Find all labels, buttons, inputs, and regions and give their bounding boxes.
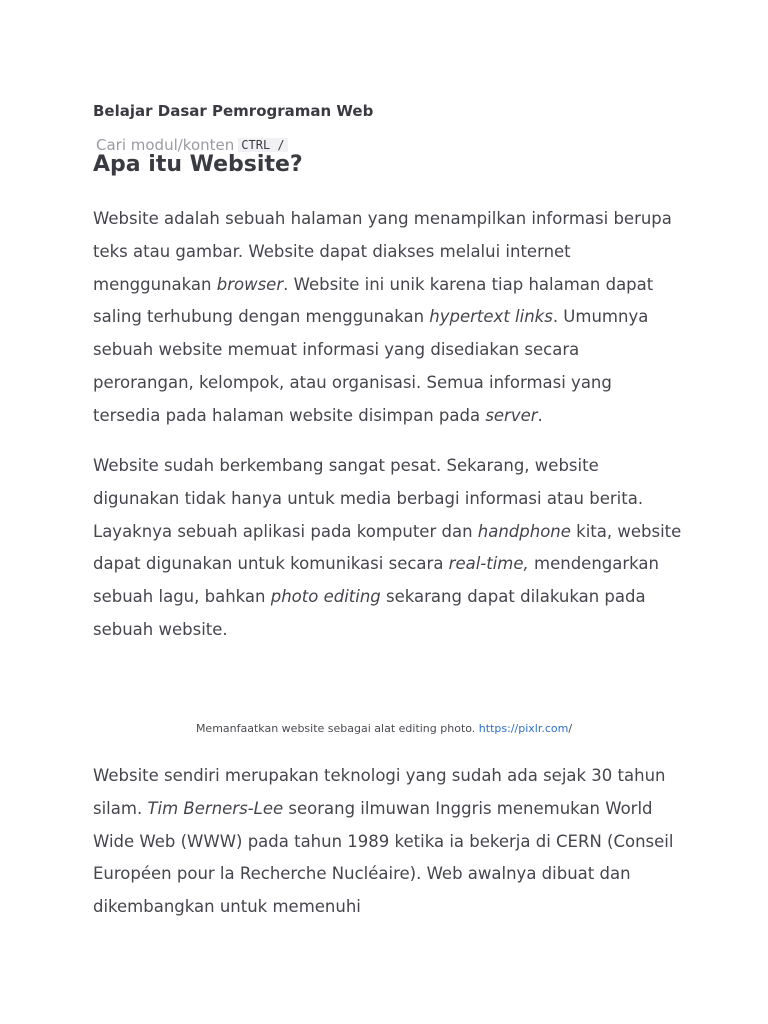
p3-text-a: Website sendiri merupakan teknologi yang sudah ada sejak 30 tahun silam. xyxy=(93,766,666,818)
p2-italic-realtime: real-time, xyxy=(448,554,529,574)
p3-italic-tim-berners-lee: Tim Berners-Lee xyxy=(147,798,284,818)
p1-italic-hypertext: hypertext links xyxy=(429,307,553,327)
course-title[interactable]: Belajar Dasar Pemrograman Web xyxy=(93,102,374,120)
p2-italic-photo-editing: photo editing xyxy=(270,587,381,607)
p1-text-c: . Website ini unik karena tiap halaman dapat saling terhubung dengan menggunakan xyxy=(93,274,654,327)
p1-text-e: . Umumnya sebuah website memuat informasi yang disediakan secara perorangan, kelompok, atau organisasi. Semua informasi yang tersedia pada halaman website disimpan pada xyxy=(93,307,649,425)
p1-italic-server: server xyxy=(485,405,538,425)
paragraph-3 xyxy=(93,760,683,924)
p1-text-a: Website adalah sebuah halaman yang menampilkan informasi berupa teks atau gambar. Website dapat diakses melalui internet menggunakan xyxy=(93,209,672,294)
p1-italic-browser: browser xyxy=(216,274,284,294)
paragraph-1 xyxy=(93,203,683,433)
paragraph-2 xyxy=(93,450,683,647)
caption-text: Memanfaatkan website sebagai alat editing photo. xyxy=(195,722,479,735)
caption-tail: / xyxy=(568,722,573,735)
p2-text-g: sekarang dapat dilakukan pada sebuah website. xyxy=(93,587,646,639)
p2-text-c: kita, website dapat digunakan untuk komunikasi secara xyxy=(93,521,682,574)
page-heading: Apa itu Website? xyxy=(93,152,303,177)
search-placeholder: Cari modul/konten xyxy=(96,136,235,154)
image-caption xyxy=(0,722,768,735)
p3-text-c: seorang ilmuwan Inggris menemukan World Wide Web (WWW) pada tahun 1989 ketika ia bekerja di CERN (Conseil Européen pour la Recherche Nucléaire). Web awalnya dibuat dan dikembangkan untuk memenuhi xyxy=(93,798,674,917)
caption-link[interactable]: https://pixlr.com xyxy=(478,722,569,735)
search-shortcut-key: CTRL / xyxy=(238,138,287,152)
p1-text-g: . xyxy=(537,405,543,425)
p2-text-e: mendengarkan sebuah lagu, bahkan xyxy=(93,554,659,607)
p2-text-a: Website sudah berkembang sangat pesat. Sekarang, website digunakan tidak hanya untuk media berbagi informasi atau berita. Layaknya sebuah aplikasi pada komputer dan xyxy=(93,456,644,541)
p2-italic-handphone: handphone xyxy=(477,521,571,541)
